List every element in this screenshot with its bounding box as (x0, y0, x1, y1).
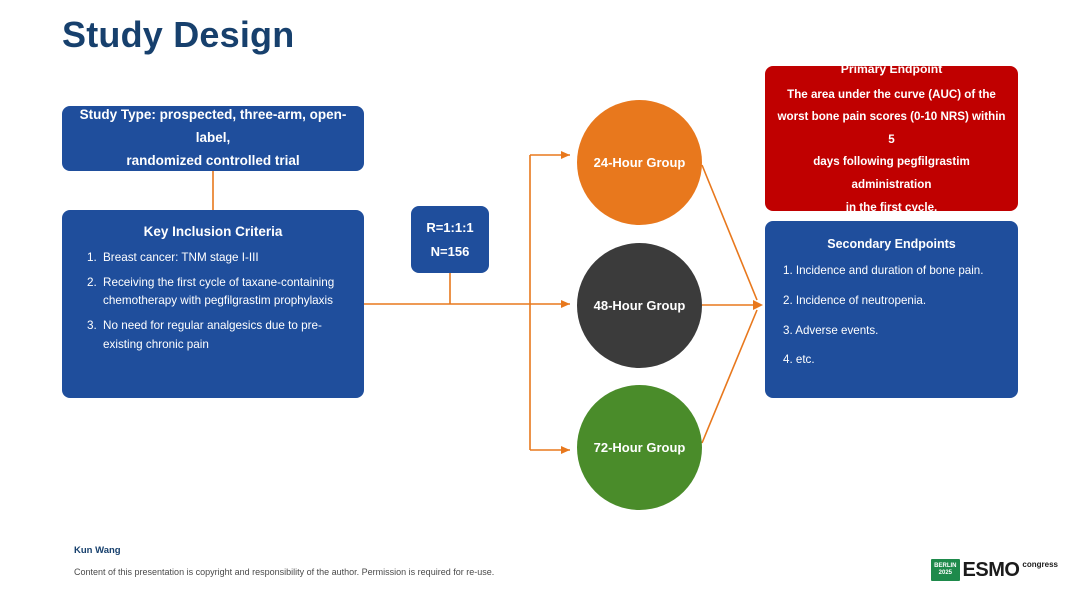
primary-endpoint-line2: worst bone pain scores (0-10 NRS) within 5 (777, 110, 1006, 146)
arm-48-hour-group (577, 243, 702, 368)
list-item: 2. Incidence of neutropenia. (783, 293, 927, 307)
randomization-box (411, 206, 489, 273)
logo-year: 2025 (938, 570, 953, 576)
randomization-ratio: R=1:1:1 (426, 220, 474, 235)
list-item: 3. Adverse events. (783, 323, 879, 337)
esmo-congress-logo (931, 557, 1058, 583)
key-inclusion-criteria-box (62, 210, 364, 398)
list-item: 2. Receiving the first cycle of taxane-containing chemotherapy with pegfilgrastim prophylaxis (100, 274, 348, 310)
logo-suffix: congress (1022, 560, 1058, 569)
page-title: Study Design (62, 14, 295, 55)
arm-label: 24-Hour Group (593, 155, 686, 170)
study-type-line2: randomized controlled trial (126, 152, 300, 168)
primary-endpoint-box (765, 61, 1018, 214)
arm-label: 48-Hour Group (593, 298, 686, 313)
copyright-notice: Content of this presentation is copyright and responsibility of the author. Permission is required for re-use. (74, 567, 495, 577)
primary-endpoint-title: Primary Endpoint (840, 61, 943, 76)
inclusion-header: Key Inclusion Criteria (143, 224, 283, 239)
secondary-endpoints-box (765, 221, 1018, 398)
study-type-line1: Study Type: prospected, three-arm, open-label, (79, 107, 347, 146)
primary-endpoint-line4: in the first cycle. (845, 200, 938, 214)
arm-label: 72-Hour Group (593, 440, 686, 455)
secondary-endpoints-title: Secondary Endpoints (827, 237, 956, 251)
author-name: Kun Wang (74, 545, 121, 556)
logo-brand: ESMO (962, 558, 1020, 581)
study-type-box (62, 106, 364, 171)
list-item: 1. Incidence and duration of bone pain. (783, 264, 984, 277)
logo-city: BERLIN (934, 563, 957, 570)
arm-24-hour-group (577, 100, 702, 225)
list-item: 1. Breast cancer: TNM stage I-III (100, 249, 348, 267)
inclusion-list (78, 249, 348, 354)
list-item: 3. No need for regular analgesics due to pre-existing chronic pain (100, 317, 348, 353)
berlin-badge (931, 559, 959, 581)
randomization-sample-size: N=156 (430, 244, 470, 259)
primary-endpoint-line3: days following pegfilgrastim administration (813, 155, 970, 191)
list-item: 4. etc. (783, 353, 815, 367)
primary-endpoint-line1: The area under the curve (AUC) of the (787, 87, 996, 101)
arm-72-hour-group (577, 385, 702, 510)
